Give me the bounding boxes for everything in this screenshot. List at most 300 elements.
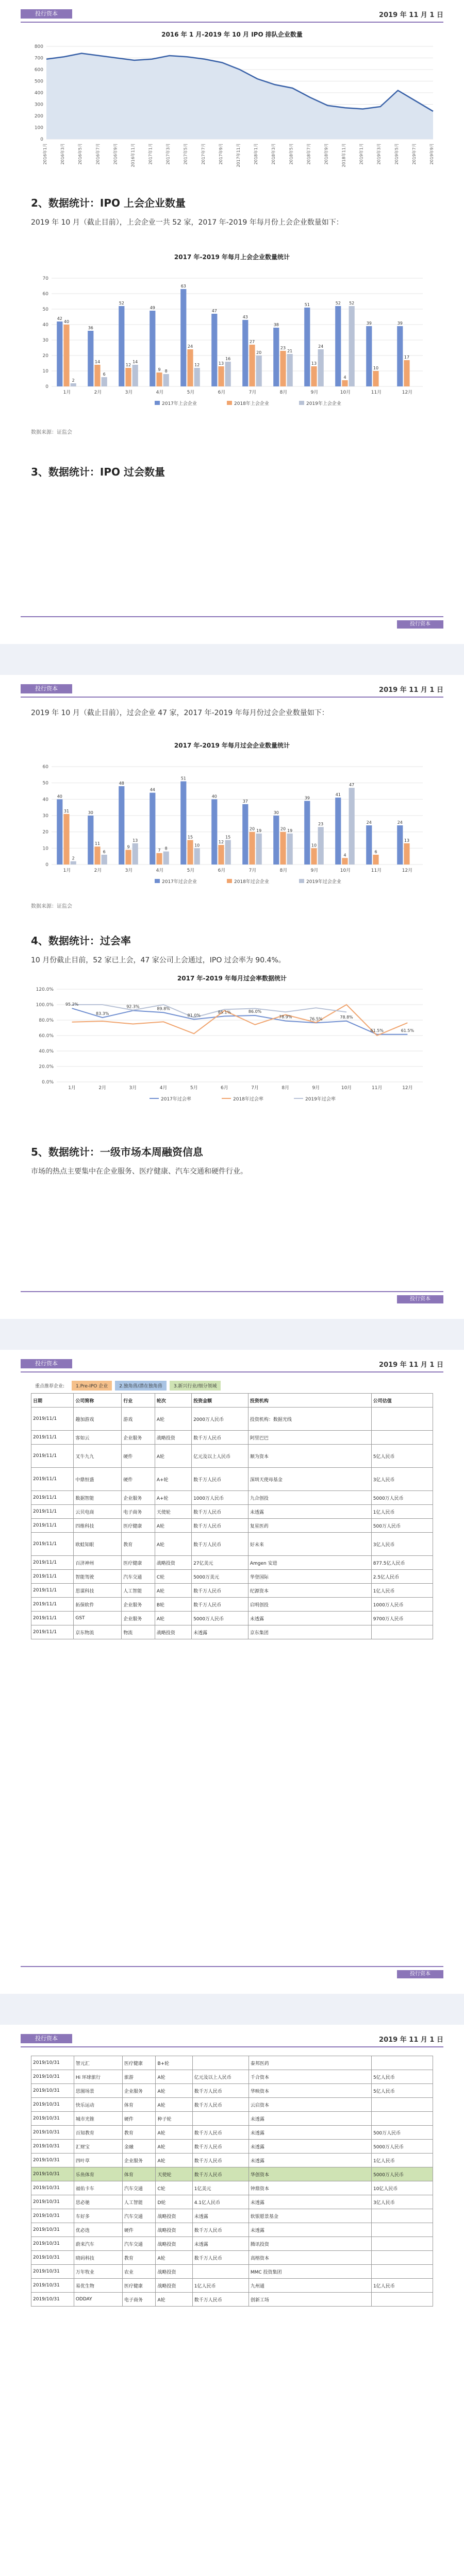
bar <box>287 354 293 386</box>
cell-date: 2019/10/31 <box>31 2098 74 2112</box>
cell-amount <box>192 2265 248 2279</box>
cell-industry: 物流 <box>122 1625 155 1639</box>
cell-company: 百知教育 <box>74 2126 122 2140</box>
bar <box>194 368 200 386</box>
cell-company: 福佑卡车 <box>74 2181 122 2195</box>
cell-valuation: 877.5亿人民币 <box>371 1556 433 1570</box>
cell-investor: 软银愿景基金 <box>248 2209 371 2223</box>
x-tick-label: 2017年5月 <box>183 143 188 165</box>
y-tick-label: 20 <box>42 829 48 835</box>
x-tick-label: 12月 <box>402 868 413 873</box>
legend-swatch <box>155 879 160 883</box>
bar <box>125 850 131 865</box>
x-tick-label: 8月 <box>279 390 288 395</box>
bar <box>119 786 124 865</box>
cell-company: 优必选 <box>74 2223 122 2237</box>
cell-date: 2019/10/31 <box>31 2140 74 2154</box>
cell-amount: 数千万人民币 <box>192 2098 248 2112</box>
y-tick-label: 30 <box>42 338 48 343</box>
bar <box>249 345 255 386</box>
cell-round: A轮 <box>156 2126 192 2140</box>
bar <box>119 306 124 386</box>
bar-value-label: 11 <box>94 841 101 846</box>
cell-valuation: 3亿人民币 <box>371 1468 433 1491</box>
cell-amount <box>192 2112 248 2126</box>
y-tick-label: 50 <box>42 307 48 312</box>
bar <box>349 306 355 386</box>
cell-company: 思谋科技 <box>74 1584 122 1598</box>
y-tick-label: 700 <box>34 56 43 61</box>
section4-para: 10 月份截止目前，52 家已上会，47 家公司上会通过，IPO 过会率为 90.4%。 <box>31 956 286 964</box>
cell-company: 思必驰 <box>74 2195 122 2209</box>
bar-value-label: 51 <box>180 776 186 781</box>
y-tick-label: 0 <box>45 384 48 389</box>
cell-investor: 纪源资本 <box>248 1584 371 1598</box>
cell-date: 2019/11/1 <box>31 1431 74 1445</box>
cell-industry: 硬件 <box>122 2223 156 2237</box>
cell-round: 战略投资 <box>156 2279 192 2293</box>
table-row <box>31 1570 433 1584</box>
bar-value-label: 2 <box>72 856 75 861</box>
cell-valuation <box>371 2209 433 2223</box>
cell-company: 易优生物 <box>74 2279 122 2293</box>
bar-value-label: 42 <box>57 316 62 321</box>
table-header-cell: 投资机构 <box>248 1394 371 1408</box>
legend-label: 2017年过会率 <box>161 1097 191 1102</box>
y-tick-label: 600 <box>34 67 43 73</box>
x-tick-label: 2018年1月 <box>254 143 259 165</box>
cell-date: 2019/10/31 <box>31 2293 74 2307</box>
data-label: 61.5% <box>401 1028 415 1033</box>
bar <box>242 320 248 386</box>
x-tick-label: 4月 <box>156 390 164 395</box>
bar <box>211 799 217 865</box>
cell-valuation: 5亿人民币 <box>371 2070 433 2084</box>
cell-company: 欧蛙知眼 <box>74 1533 122 1556</box>
x-tick-label: 9月 <box>310 868 319 873</box>
cell-valuation <box>371 2251 433 2265</box>
x-tick-label: 2016年5月 <box>78 143 83 165</box>
cell-date: 2019/11/1 <box>31 1445 74 1468</box>
x-tick-label: 1月 <box>63 390 71 395</box>
cell-industry: 企业服务 <box>122 1598 155 1612</box>
cell-amount: 未透露 <box>192 2237 248 2251</box>
x-tick-label: 1月 <box>63 868 71 873</box>
cell-investor: 高榕资本 <box>248 2251 371 2265</box>
report-date: 2019 年 11 月 1 日 <box>379 11 443 19</box>
cell-investor: 京东集团 <box>248 1625 371 1639</box>
table-row <box>31 2126 433 2140</box>
section2-para: 2019 年 10 月（截止目前），上会企业一共 52 家，2017 年-2019 年每月份上会企业数量如下： <box>31 218 343 227</box>
cell-amount: 数千万人民币 <box>192 2223 248 2237</box>
y-tick-label: 20.0% <box>39 1064 54 1070</box>
bar <box>242 804 248 865</box>
cell-round: 战略投资 <box>156 2265 192 2279</box>
cell-round: A轮 <box>156 2154 192 2167</box>
cell-investor: 未透露 <box>248 2223 371 2237</box>
cell-amount: 数千万人民币 <box>192 1468 248 1491</box>
page-footer <box>21 1291 443 1302</box>
table-row <box>31 2223 433 2237</box>
cell-investor: 九合创投 <box>248 1491 371 1505</box>
legend-label: 2018年上会企业 <box>234 401 269 406</box>
cell-investor: 投资机构：数据光线 <box>248 1408 371 1431</box>
cell-valuation <box>371 2056 433 2070</box>
cell-amount: 亿元及以上人民币 <box>192 1445 248 1468</box>
bar-value-label: 40 <box>57 794 62 799</box>
cell-valuation: 5亿人民币 <box>371 1445 433 1468</box>
cell-investor: 好未来 <box>248 1533 371 1556</box>
bar <box>94 365 100 386</box>
cell-company: 拓保软件 <box>74 1598 122 1612</box>
legend-label: 2017年过会企业 <box>162 879 197 885</box>
cell-company: 百济神州 <box>74 1556 122 1570</box>
bar-value-label: 6 <box>103 372 106 377</box>
section2-heading: 2、数据统计：IPO 上会企业数量 <box>31 197 186 209</box>
y-tick-label: 100.0% <box>36 1003 54 1008</box>
cell-round: 战略投资 <box>155 1556 191 1570</box>
cell-company: ODDAY <box>74 2293 122 2307</box>
x-tick-label: 1月 <box>68 1086 76 1091</box>
bar <box>132 365 138 386</box>
bar-value-label: 49 <box>150 306 155 310</box>
cell-valuation <box>371 2112 433 2126</box>
cell-amount: 5000万美元 <box>192 1570 248 1584</box>
bar-value-label: 21 <box>287 349 293 353</box>
cell-company: 云贝电商 <box>74 1505 122 1519</box>
page-footer <box>21 1966 443 1977</box>
y-tick-label: 30 <box>42 814 48 819</box>
cell-round: A轮 <box>156 2084 192 2098</box>
table-row <box>31 2279 433 2293</box>
cell-valuation: 5000万人民币 <box>371 2167 433 2181</box>
cell-date: 2019/10/31 <box>31 2112 74 2126</box>
cell-company: 客如云 <box>74 1431 122 1445</box>
bar-value-label: 43 <box>242 315 248 319</box>
bar-value-label: 47 <box>349 783 355 788</box>
legend-swatch <box>299 879 304 883</box>
bar <box>366 326 372 386</box>
cell-round: A轮 <box>155 1533 191 1556</box>
table-row <box>31 2070 433 2084</box>
legend-chip: 1.Pre-IPO 企业 <box>72 1381 112 1391</box>
table-row <box>31 1408 433 1431</box>
cell-amount: 数千万人民币 <box>192 1533 248 1556</box>
table-row <box>31 1505 433 1519</box>
cell-investor: 未透露 <box>248 2112 371 2126</box>
bar <box>404 360 409 386</box>
cell-company: 快乐运动 <box>74 2098 122 2112</box>
cell-date: 2019/11/1 <box>31 1408 74 1431</box>
cell-valuation: 3亿人民币 <box>371 2195 433 2209</box>
cell-valuation: 500万人民币 <box>371 1519 433 1533</box>
cell-company: 汇财宝 <box>74 2140 122 2154</box>
cell-company: 中鼎恒盛 <box>74 1468 122 1491</box>
cell-amount: 2000万人民币 <box>192 1408 248 1431</box>
cell-valuation: 1亿人民币 <box>371 1505 433 1519</box>
bar <box>150 311 155 386</box>
bar-value-label: 13 <box>132 838 138 843</box>
y-tick-label: 70 <box>42 276 48 281</box>
cell-round: 天使轮 <box>156 2167 192 2181</box>
x-tick-label: 6月 <box>218 868 226 873</box>
page-2 <box>0 675 464 1319</box>
page-1 <box>0 0 464 644</box>
bar <box>273 816 279 865</box>
cell-amount: 27亿美元 <box>192 1556 248 1570</box>
x-tick-label: 9月 <box>310 390 319 395</box>
x-tick-label: 9月 <box>312 1086 320 1091</box>
y-tick-label: 0.0% <box>42 1080 54 1085</box>
cell-amount: 亿元及以上人民币 <box>192 2070 248 2084</box>
table-row <box>31 2140 433 2154</box>
cell-investor: 未透露 <box>248 2195 371 2209</box>
cell-industry: 硬件 <box>122 1468 155 1491</box>
cell-company: 智元汇 <box>74 2056 122 2070</box>
cell-company: 蔚来汽车 <box>74 2237 122 2251</box>
cell-amount: 数千万人民币 <box>192 2154 248 2167</box>
cell-date: 2019/11/1 <box>31 1468 74 1491</box>
bar-value-label: 39 <box>366 321 372 326</box>
cell-industry: 体育 <box>122 2167 156 2181</box>
hearing-bar-chart <box>31 263 433 417</box>
bar-value-label: 41 <box>335 792 341 798</box>
cell-valuation <box>371 2265 433 2279</box>
bar-value-label: 24 <box>318 344 324 349</box>
y-tick-label: 400 <box>34 91 43 96</box>
table-row <box>31 2056 433 2070</box>
cell-date: 2019/11/1 <box>31 1491 74 1505</box>
cell-company: 四维科技 <box>74 1519 122 1533</box>
cell-date: 2019/11/1 <box>31 1519 74 1533</box>
cell-company: 乐鱼体育 <box>74 2167 122 2181</box>
cell-date: 2019/10/31 <box>31 2279 74 2293</box>
bar <box>256 834 262 865</box>
page-footer <box>21 616 443 628</box>
table-row <box>31 1468 433 1491</box>
cell-round: 战略投资 <box>155 1625 191 1639</box>
cell-valuation: 5000万人民币 <box>371 2140 433 2154</box>
table-row <box>31 1584 433 1598</box>
bar-value-label: 52 <box>119 301 124 306</box>
bar <box>311 366 317 386</box>
bar-value-label: 48 <box>119 781 124 786</box>
cell-date: 2019/10/31 <box>31 2154 74 2167</box>
bar <box>63 325 69 386</box>
table-row <box>31 2251 433 2265</box>
x-tick-label: 5月 <box>187 868 195 873</box>
x-tick-label: 4月 <box>159 1086 168 1091</box>
cell-date: 2019/10/31 <box>31 2251 74 2265</box>
cell-date: 2019/10/31 <box>31 2223 74 2237</box>
cell-amount: 数千万人民币 <box>192 2084 248 2098</box>
cell-valuation: 3亿人民币 <box>371 1533 433 1556</box>
cell-valuation <box>371 1408 433 1431</box>
bar <box>304 801 310 865</box>
header-rule <box>21 22 443 23</box>
cell-amount: 数千万人民币 <box>192 2126 248 2140</box>
y-tick-label: 40 <box>42 323 48 328</box>
bar <box>256 355 262 386</box>
cell-round: 天使轮 <box>155 1505 191 1519</box>
bar <box>218 366 224 386</box>
chart2-source: 数据来源：证监会 <box>31 430 72 435</box>
x-tick-label: 2019年9月 <box>429 143 434 165</box>
x-tick-label: 2017年3月 <box>165 143 171 165</box>
cell-valuation: 1亿人民币 <box>371 2279 433 2293</box>
bar <box>342 858 347 865</box>
header-rule <box>21 2046 443 2047</box>
cell-investor: 深圳天使母基金 <box>248 1468 371 1491</box>
bar <box>304 308 310 386</box>
table-header-cell: 公司估值 <box>371 1394 433 1408</box>
bar-value-label: 36 <box>88 326 93 330</box>
cell-round: 战略投资 <box>156 2237 192 2251</box>
x-tick-label: 6月 <box>218 390 226 395</box>
x-tick-label: 2月 <box>98 1086 107 1091</box>
page-gap <box>0 1319 464 1350</box>
data-label: 92.3% <box>126 1004 140 1009</box>
page-gap <box>0 1994 464 2025</box>
bar <box>397 326 403 386</box>
category-legend <box>31 1381 224 1391</box>
legend-chip: 重点推荐企业: <box>31 1381 69 1391</box>
area-fill <box>46 54 433 140</box>
bar-value-label: 13 <box>218 361 224 366</box>
cell-investor: 未透露 <box>248 2126 371 2140</box>
cell-industry: 硬件 <box>122 1445 155 1468</box>
x-tick-label: 2016年7月 <box>95 143 101 165</box>
cell-investor: 云启资本 <box>248 2098 371 2112</box>
x-tick-label: 10月 <box>341 1086 352 1091</box>
table-row <box>31 2167 433 2181</box>
legend-label: 2019年过会率 <box>305 1097 336 1102</box>
bar-value-label: 12 <box>125 363 131 367</box>
cell-industry: 教育 <box>122 1533 155 1556</box>
cell-round: A轮 <box>155 1584 191 1598</box>
cell-amount: 未透露 <box>192 2209 248 2223</box>
cell-date: 2019/10/31 <box>31 2181 74 2195</box>
cell-amount <box>192 2056 248 2070</box>
bar <box>404 843 409 865</box>
bar <box>132 843 138 865</box>
bar-value-label: 14 <box>132 360 138 364</box>
cell-valuation: 500万人民币 <box>371 2126 433 2140</box>
cell-industry: 医疗健康 <box>122 1519 155 1533</box>
table-row <box>31 2098 433 2112</box>
cell-industry: 电子商务 <box>122 1505 155 1519</box>
cell-company: 城市光锥 <box>74 2112 122 2126</box>
bar-value-label: 6 <box>374 850 377 854</box>
cell-industry: 企业服务 <box>122 2154 156 2167</box>
bar <box>225 362 231 386</box>
cell-investor: 启明创投 <box>248 1598 371 1612</box>
y-tick-label: 800 <box>34 44 43 49</box>
x-tick-label: 2016年1月 <box>43 143 47 165</box>
cell-industry: 汽车交通 <box>122 2181 156 2195</box>
cell-amount: 1亿美元 <box>192 2181 248 2195</box>
bar <box>225 840 231 865</box>
bar-value-label: 39 <box>304 795 310 801</box>
legend-swatch <box>227 879 232 883</box>
cell-valuation: 1000万人民币 <box>371 1598 433 1612</box>
bar <box>156 372 162 386</box>
cell-industry: 医疗健康 <box>122 2056 156 2070</box>
queue-area-chart <box>21 41 443 170</box>
bar-value-label: 6 <box>103 850 106 854</box>
bar-value-label: 51 <box>304 302 310 307</box>
cell-industry: 人工智能 <box>122 2195 156 2209</box>
x-tick-label: 12月 <box>402 1086 413 1091</box>
bar-value-label: 15 <box>225 835 231 840</box>
bar-value-label: 44 <box>150 787 155 792</box>
bar-value-label: 15 <box>187 835 193 840</box>
cell-amount: 5000万人民币 <box>192 1612 248 1625</box>
cell-round: A轮 <box>156 2070 192 2084</box>
cell-investor: 未透露 <box>248 2154 371 2167</box>
x-tick-label: 3月 <box>129 1086 137 1091</box>
bar <box>373 855 378 865</box>
x-tick-label: 11月 <box>371 390 382 395</box>
bar <box>163 852 169 865</box>
brand-logo: 投行资本 <box>21 684 72 693</box>
bar <box>318 349 324 386</box>
cell-date: 2019/11/1 <box>31 1556 74 1570</box>
section5-para: 市场的热点主要集中在企业服务、医疗健康、汽车交通和硬件行业。 <box>31 1167 247 1176</box>
bar <box>187 840 193 865</box>
report-date: 2019 年 11 月 1 日 <box>379 686 443 694</box>
cell-valuation <box>371 2098 433 2112</box>
table-row <box>31 1625 433 1639</box>
cell-investor: 千合资本 <box>248 2070 371 2084</box>
cell-amount: 数千万人民币 <box>192 2167 248 2181</box>
cell-round: 战略投资 <box>155 1431 191 1445</box>
cell-date: 2019/10/31 <box>31 2265 74 2279</box>
cell-valuation: 10亿人民币 <box>371 2181 433 2195</box>
cell-date: 2019/10/31 <box>31 2167 74 2181</box>
table-header-cell: 日期 <box>31 1394 74 1408</box>
table-row <box>31 1533 433 1556</box>
cell-investor: 华映资本 <box>248 2084 371 2098</box>
cell-industry: 农业 <box>122 2265 156 2279</box>
y-tick-label: 60.0% <box>39 1033 54 1039</box>
rate-line-chart <box>31 984 433 1118</box>
cell-industry: 电子商务 <box>122 2293 156 2307</box>
chart3-title: 2017 年-2019 年每月过会企业数量统计 <box>174 742 290 749</box>
cell-date: 2019/10/31 <box>31 2084 74 2098</box>
cell-investor: 未透露 <box>248 1612 371 1625</box>
x-tick-label: 2018年5月 <box>289 143 294 165</box>
table-header-cell: 轮次 <box>155 1394 191 1408</box>
x-tick-label: 2019年3月 <box>376 143 382 165</box>
bar <box>397 825 403 865</box>
cell-valuation <box>371 2223 433 2237</box>
legend-chip: 3.新兴行业/细分领域 <box>170 1381 221 1391</box>
legend-label: 2017年上会企业 <box>162 401 197 406</box>
approval-bar-chart <box>31 751 433 895</box>
cell-round: A轮 <box>155 1445 191 1468</box>
bar <box>366 825 372 865</box>
cell-valuation: 9700万人民币 <box>371 1612 433 1625</box>
cell-amount: 未透露 <box>192 1625 248 1639</box>
x-tick-label: 2016年9月 <box>113 143 118 165</box>
bar-value-label: 10 <box>311 843 317 848</box>
x-tick-label: 2019年5月 <box>394 143 399 165</box>
x-tick-label: 5月 <box>190 1086 198 1091</box>
cell-valuation: 1亿人民币 <box>371 1584 433 1598</box>
cell-investor: 华创资本 <box>248 2167 371 2181</box>
bar-value-label: 23 <box>318 822 324 827</box>
